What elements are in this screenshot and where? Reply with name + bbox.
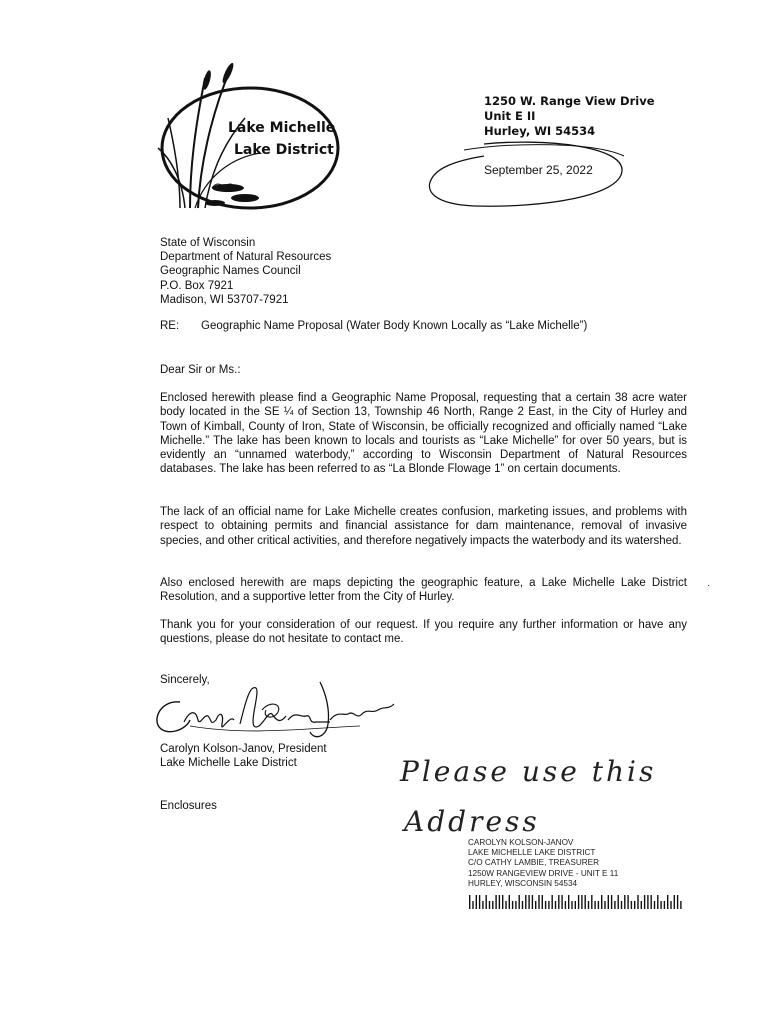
logo-line-2: Lake District — [234, 142, 334, 158]
subject-label: RE: — [160, 320, 180, 332]
barcode-bar — [664, 901, 665, 909]
barcode-bar — [601, 895, 602, 909]
barcode-bar — [486, 895, 487, 909]
barcode-bar — [627, 895, 628, 909]
recipient-address — [160, 236, 331, 307]
barcode-bar — [660, 901, 661, 909]
barcode-bar — [568, 895, 569, 909]
barcode-bar — [598, 901, 599, 909]
barcode-bar — [611, 895, 612, 909]
barcode-bar — [522, 901, 523, 909]
barcode-bar — [499, 895, 500, 909]
barcode-bar — [667, 895, 668, 909]
logo-title — [228, 117, 338, 161]
barcode-bar — [492, 901, 493, 909]
barcode-bar — [552, 895, 553, 909]
barcode-bar — [479, 895, 480, 909]
sender-address-line-3: Hurley, WI 54534 — [484, 124, 596, 138]
barcode-bar — [674, 895, 675, 909]
body-paragraph-4: Thank you for your consideration of our request. If you require any further information or have any questions, please do not hesitate to contact me. — [160, 619, 687, 646]
mailing-label-line-4: 1250W RANGEVIEW DRIVE - UNIT E 11 — [468, 868, 619, 878]
barcode-bar — [624, 895, 625, 909]
logo-line-1: Lake Michelle — [228, 120, 336, 136]
barcode-bar — [591, 895, 592, 909]
barcode-bar — [489, 901, 490, 909]
body-paragraph-1: Enclosed herewith please find a Geographic Name Proposal, requesting that a certain 38 acre water body located in the SE ¼ of Section 13, Township 46 North, Range 2 East, in the City of Hurley and Town of Kimball, County of Iron, State of Wisconsin, be officially recognized and officially named “Lake Michelle.” The lake has been known to locals and tourists as “Lake Michelle” for over 50 years, but is evidently an “unnamed waterbody,” according to Wisconsin Department of Natural Resources databases. The lake has been referred to as “La Blonde Flowage 1” on certain documents. — [160, 392, 687, 476]
handwritten-note-line-2: Address — [404, 805, 540, 838]
barcode-bar — [634, 901, 635, 909]
barcode-bar — [505, 901, 506, 909]
sender-address-line-2: Unit E II — [484, 109, 536, 123]
barcode-bar — [476, 895, 477, 909]
handwritten-note-line-1: Please use this — [400, 755, 657, 788]
barcode-bar — [535, 901, 536, 909]
mailing-label-line-3: C/O CATHY LAMBIE, TREASURER — [468, 858, 600, 868]
barcode-bar — [641, 901, 642, 909]
barcode-bar — [571, 901, 572, 909]
barcode-bar — [555, 901, 556, 909]
barcode-bar — [644, 895, 645, 909]
sender-address-line-1: 1250 W. Range View Drive — [484, 94, 655, 108]
barcode-bar — [637, 895, 638, 909]
recipient-line-5: Madison, WI 53707-7921 — [160, 293, 289, 306]
postal-barcode — [468, 894, 686, 910]
subject-line — [160, 320, 587, 332]
mailing-label-line-5: HURLEY, WISCONSIN 54534 — [468, 878, 578, 888]
barcode-bar — [670, 901, 671, 909]
barcode-bar — [680, 901, 681, 909]
signer-name: Carolyn Kolson-Janov, President — [160, 743, 327, 755]
barcode-bar — [575, 901, 576, 909]
barcode-bar — [647, 895, 648, 909]
barcode-bar — [519, 895, 520, 909]
letter-date: September 25, 2022 — [484, 163, 593, 177]
barcode-bar — [578, 895, 579, 909]
barcode-bar — [631, 901, 632, 909]
barcode-bar — [502, 895, 503, 909]
barcode-bar — [561, 895, 562, 909]
salutation: Dear Sir or Ms.: — [160, 364, 241, 376]
barcode-bar — [585, 895, 586, 909]
recipient-line-1: State of Wisconsin — [160, 237, 256, 249]
body-paragraph-2: The lack of an official name for Lake Michelle creates confusion, marketing issues, and problems with respect to obtaining permits and financial assistance for dam maintenance, removal of invasive species, and other critical activities, and therefore negatively impacts the waterbody and its watershed. — [160, 506, 687, 547]
barcode-bar — [532, 895, 533, 909]
subject-text: Geographic Name Proposal (Water Body Known Locally as “Lake Michelle”) — [201, 320, 588, 332]
barcode-bar — [548, 901, 549, 909]
barcode-bar — [495, 895, 496, 909]
mailing-label — [468, 838, 618, 889]
barcode-bar — [482, 901, 483, 909]
barcode-bar — [469, 895, 470, 909]
closing: Sincerely, — [160, 674, 210, 686]
recipient-line-2: Department of Natural Resources — [160, 251, 332, 264]
barcode-bar — [677, 895, 678, 909]
barcode-bar — [538, 895, 539, 909]
recipient-line-3: Geographic Names Council — [160, 265, 301, 278]
barcode-bar — [614, 901, 615, 909]
barcode-bar — [618, 895, 619, 909]
barcode-bar — [604, 901, 605, 909]
barcode-bar — [621, 901, 622, 909]
barcode-bar — [581, 895, 582, 909]
recipient-line-4: P.O. Box 7921 — [160, 279, 234, 292]
barcode-bar — [472, 901, 473, 909]
barcode-bar — [525, 895, 526, 909]
barcode-bar — [565, 901, 566, 909]
margin-mark: · — [707, 580, 711, 591]
barcode-bar — [542, 895, 543, 909]
sender-address — [484, 94, 655, 139]
barcode-bar — [509, 895, 510, 909]
signer-block — [160, 742, 327, 770]
barcode-bar — [657, 895, 658, 909]
barcode-bar — [528, 895, 529, 909]
mailing-label-line-1: CAROLYN KOLSON-JANOV — [468, 838, 574, 847]
enclosures-note: Enclosures — [160, 800, 217, 812]
barcode-bar — [588, 901, 589, 909]
barcode-bar — [654, 901, 655, 909]
barcode-bar — [515, 901, 516, 909]
barcode-bar — [594, 901, 595, 909]
signer-organization: Lake Michelle Lake District — [160, 757, 297, 769]
handwritten-signature — [150, 680, 400, 745]
barcode-bar — [545, 901, 546, 909]
barcode-bar — [512, 901, 513, 909]
body-paragraph-3: Also enclosed herewith are maps depicting the geographic feature, a Lake Michelle Lake District Resolution, and a supportive letter from the City of Hurley. — [160, 577, 687, 604]
barcode-bar — [651, 895, 652, 909]
barcode-bar — [608, 895, 609, 909]
mailing-label-line-2: LAKE MICHELLE LAKE DISTRICT — [468, 848, 596, 858]
barcode-bar — [558, 895, 559, 909]
